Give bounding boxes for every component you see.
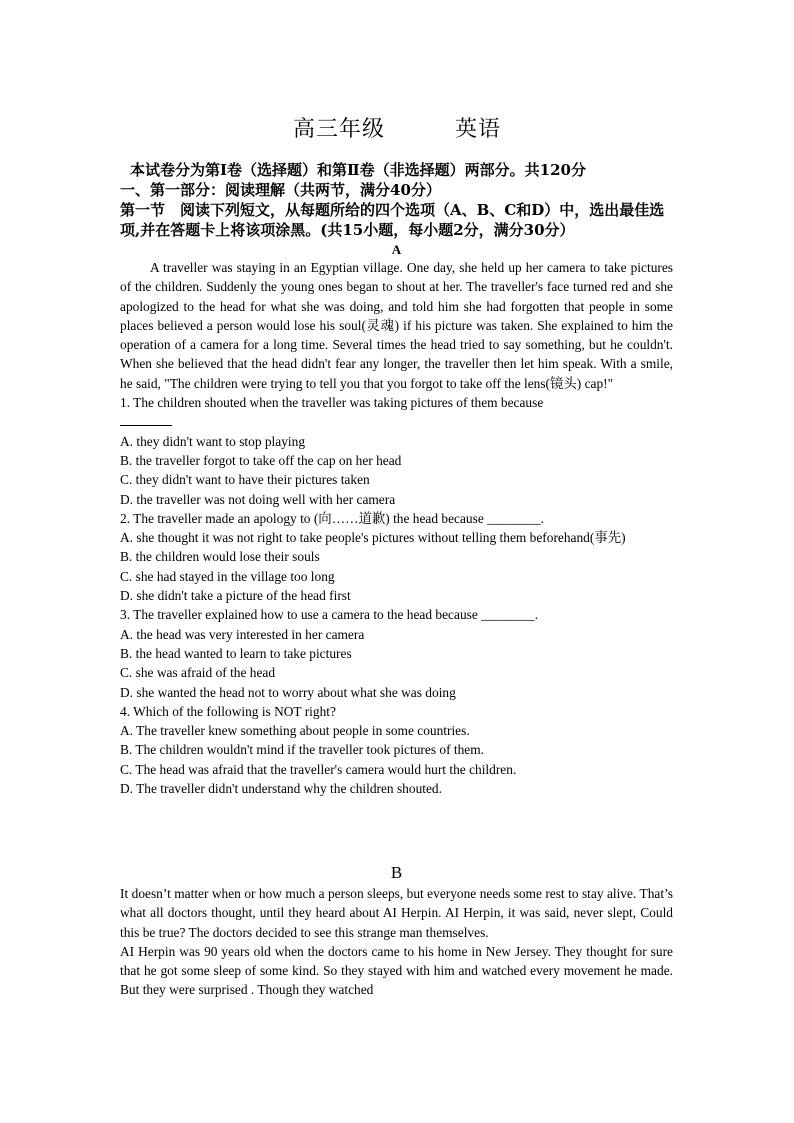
question-4 <box>120 702 673 798</box>
option: B. the head wanted to learn to take pictures <box>120 645 352 661</box>
passage-b-label: B <box>390 863 403 882</box>
grade-label: 高三年级 <box>292 117 385 142</box>
option: B. the traveller forgot to take off the cap on her head <box>120 452 402 468</box>
question-1 <box>120 393 673 509</box>
intro-line-2: 一、第一部分：阅读理解（共两节，满分40分） <box>120 181 441 199</box>
option: C. The head was afraid that the traveller's camera would hurt the children. <box>120 761 517 777</box>
option: A. she thought it was not right to take people's pictures without telling them beforehand(事先) <box>120 530 626 546</box>
exam-instructions <box>120 160 673 240</box>
option: D. The traveller didn't understand why the children shouted. <box>120 781 442 797</box>
question-stem: 3. The traveller explained how to use a camera to the head because ________. <box>120 607 539 623</box>
intro-line-1: 本试卷分为第Ⅰ卷（选择题）和第Ⅱ卷（非选择题）两部分。共120分 <box>130 161 586 179</box>
section-b <box>120 862 673 1000</box>
option: A. they didn't want to stop playing <box>120 433 306 449</box>
passage-b-paragraph-1: It doesn’t matter when or how much a person sleeps, but everyone needs some rest to stay alive. That’s what all doctors thought, until they heard about AI Herpin. AI Herpin, it was said, never slept, Could this be true? The doctors decided to see this strange man themselves. <box>120 886 673 940</box>
option: A. The traveller knew something about people in some countries. <box>120 723 470 739</box>
option: C. they didn't want to have their pictures taken <box>120 472 370 488</box>
option: D. she wanted the head not to worry about what she was doing <box>120 684 456 700</box>
passage-a-label: A <box>391 242 402 257</box>
question-stem: 1. The children shouted when the traveller was taking pictures of them because <box>120 393 673 432</box>
page-title <box>0 112 794 143</box>
question-2 <box>120 509 673 605</box>
option: D. she didn't take a picture of the head first <box>120 588 351 604</box>
option: A. the head was very interested in her camera <box>120 626 365 642</box>
question-3 <box>120 605 673 701</box>
passage-a-text: A traveller was staying in an Egyptian village. One day, she held up her camera to take pictures of the children. Suddenly the young ones began to shout at her. The traveller's face turned red and she apologized to the head for what she was doing, and told him she had forgotten that people in some places believed a person would lose his soul(灵魂) if his picture was taken. She explained to him the operation of a camera for a long time. Several times the head tried to say something, but he couldn't. When she believed that the head didn't fear any longer, the traveller then let him speak. With a smile, he said, "The children were trying to tell you that you forgot to take off the lens(镜头) cap!" <box>120 260 673 391</box>
option: C. she was afraid of the head <box>120 665 276 681</box>
option: B. The children wouldn't mind if the traveller took pictures of them. <box>120 742 484 758</box>
passage-b-paragraph-2: AI Herpin was 90 years old when the doctors came to his home in New Jersey. They thought for sure that he got some sleep of some kind. So they stayed with him and watched every movement he made. But they were surprised . Though they watched <box>120 943 673 998</box>
intro-line-3: 第一节 阅读下列短文，从每题所给的四个选项（A、B、C和D）中，选出最佳选项,并在答题卡上将该项涂黑。(共15小题，每小题2分，满分30分） <box>120 201 665 239</box>
option: C. she had stayed in the village too long <box>120 568 335 584</box>
section-a <box>120 242 673 798</box>
question-stem: 4. Which of the following is NOT right? <box>120 703 336 719</box>
answer-blank <box>120 413 172 426</box>
option: B. the children would lose their souls <box>120 549 320 565</box>
question-stem: 2. The traveller made an apology to (向……道歉) the head because ________. <box>120 510 545 526</box>
option: D. the traveller was not doing well with her camera <box>120 491 396 507</box>
subject-label: 英语 <box>455 117 502 142</box>
